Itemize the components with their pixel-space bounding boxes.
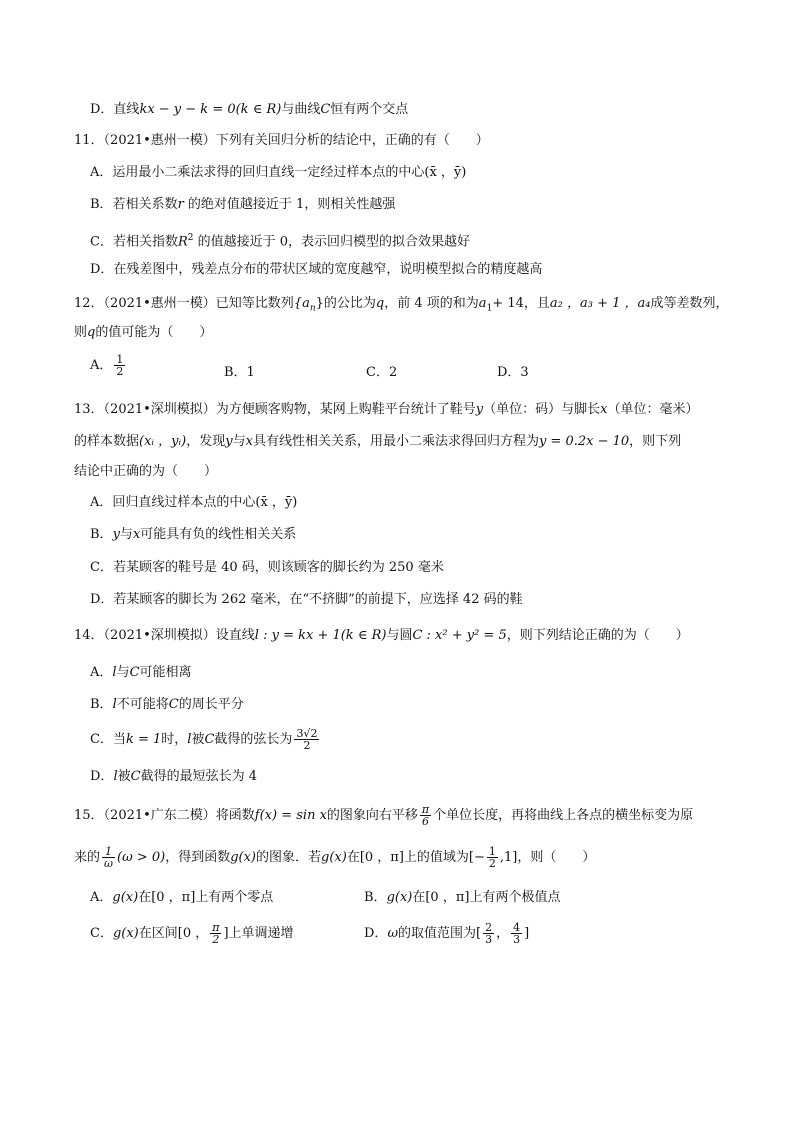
q13-option-a: A．回归直线过样本点的中心(x̄ ，ȳ) — [90, 495, 298, 510]
text: 恒有两个交点 — [330, 102, 409, 117]
math: 1 — [486, 303, 493, 314]
fraction — [420, 804, 431, 827]
text: 与圆 — [386, 628, 413, 643]
text: A． — [90, 890, 113, 905]
math: n — [309, 303, 316, 314]
text: 被 — [191, 732, 205, 747]
text: 具有线性相关关系，用最小二乘法求得回归方程为 — [252, 434, 539, 449]
math: kx − y − k = 0(k ∈ R) — [139, 102, 282, 117]
math: l — [113, 769, 118, 784]
text: 的绝对值越接近于 1，则相关性越强 — [187, 197, 396, 212]
q11-option-d: D．在残差图中，残差点分布的带状区域的宽度越窄，说明模型拟合的精度越高 — [90, 262, 543, 277]
text: A． — [90, 665, 113, 680]
text: B． — [364, 890, 387, 905]
math: {a — [293, 296, 310, 311]
text: 15．（2021•广东二模）将函数 — [74, 808, 255, 823]
q15-option-b — [364, 886, 560, 905]
text: 被 — [117, 769, 131, 784]
text: ，则下列 — [629, 434, 682, 449]
math: l — [187, 732, 192, 747]
numerator: 1 — [488, 845, 496, 858]
q15-option-a — [90, 886, 273, 905]
text: （单位：毫米） — [607, 402, 699, 417]
text: ，且 — [523, 296, 550, 311]
math: l — [112, 697, 117, 712]
denominator: 6 — [422, 815, 430, 828]
text: 14．（2021•深圳模拟）设直线 — [74, 628, 255, 643]
q15-stem-line2 — [74, 842, 595, 874]
numerator: 1 — [116, 353, 124, 366]
text: 成等差数列， — [650, 296, 729, 311]
q15-option-c — [90, 918, 294, 950]
q13-stem-line1 — [74, 401, 699, 419]
q11-stem: 11．（2021•惠州一模）下列有关回归分析的结论中，正确的有（ ） — [74, 133, 489, 148]
math: ω — [387, 926, 399, 941]
denominator: 2 — [488, 857, 496, 870]
q12-stem-line2 — [74, 324, 212, 342]
math: l : y = kx + 1(k ∈ R) — [254, 628, 387, 643]
math: ,1] — [499, 850, 518, 865]
q13-stem-line3: 结论中正确的为（ ） — [74, 464, 218, 479]
text: 与 — [119, 527, 133, 542]
text: 在[0 ，π]上有两个零点 — [138, 890, 274, 905]
math: k = 1 — [125, 732, 162, 747]
math: g(x) — [230, 850, 256, 865]
text: ，则（ ） — [517, 850, 596, 865]
fraction — [294, 728, 319, 751]
math: a — [478, 296, 487, 311]
text: 的周长平分 — [178, 697, 244, 712]
q11-option-a: A．运用最小二乘法求得的回归直线一定经过样本点的中心(x̄ ，ȳ) — [90, 165, 467, 180]
math: C : x² + y² = 5 — [412, 628, 507, 643]
math: C — [204, 732, 215, 747]
q13-option-d: D．若某顾客的脚长为 262 毫米，在“不挤脚”的前提下，应选择 42 码的鞋 — [90, 592, 523, 607]
denominator: 2 — [116, 365, 124, 378]
text: 与 — [232, 434, 246, 449]
text: ，则下列结论正确的为（ ） — [506, 628, 689, 643]
math: g(x) — [112, 890, 139, 905]
q15-stem-line1 — [74, 800, 693, 832]
text: B．若相关系数 — [90, 197, 178, 212]
text: 的取值范围为[ — [398, 926, 482, 941]
text: C．若相关指数 — [90, 234, 178, 250]
math: (ω > 0) — [117, 850, 166, 865]
q14-option-c — [90, 724, 321, 756]
text: D． — [90, 769, 114, 784]
text: 截得的最短弦长为 4 — [140, 769, 257, 784]
math: f(x) = sin x — [254, 808, 327, 823]
text: 来的 — [74, 850, 101, 865]
math: C — [168, 697, 179, 712]
text: 截得的弦长为 — [214, 732, 293, 747]
math: q — [87, 325, 96, 340]
q14-stem — [74, 627, 689, 645]
text: 则 — [74, 325, 88, 340]
text: D． — [364, 926, 388, 941]
text: ] — [524, 926, 530, 941]
q15-option-d — [364, 918, 529, 950]
math: y = 0.2x − 10 — [538, 434, 630, 449]
text: ，发现 — [186, 434, 226, 449]
numerator: 2 — [485, 921, 493, 934]
text: ， — [496, 926, 510, 941]
text: 不可能将 — [116, 697, 169, 712]
numerator: π — [421, 803, 430, 816]
text: 的图象向右平移 — [326, 808, 418, 823]
q11-option-b — [90, 196, 395, 214]
q14-option-b — [90, 696, 244, 714]
text: 在[0 ，π]上的值域为 — [346, 850, 469, 865]
text: 的值可能为（ ） — [95, 325, 213, 340]
math: g(x) — [321, 850, 347, 865]
denominator: 3 — [485, 933, 493, 946]
q13-option-c: C．若某顾客的鞋号是 40 码，则该顾客的脚长约为 250 毫米 — [90, 560, 444, 575]
text: 与曲线 — [281, 102, 321, 117]
denominator: ω — [104, 857, 113, 870]
text: ，得到函数 — [165, 850, 231, 865]
math: 2 — [187, 233, 194, 243]
text: 个单位长度，再将曲线上各点的横坐标变为原 — [433, 808, 694, 823]
q12-option-a — [90, 354, 127, 377]
text: 的公比为 — [323, 296, 376, 311]
math: C — [320, 102, 331, 117]
text: ]上单调递增 — [223, 926, 294, 941]
q12-option-d: D．3 — [497, 365, 529, 380]
math: x — [132, 527, 141, 542]
denominator: 2 — [212, 933, 220, 946]
denominator: 2 — [303, 739, 311, 752]
text: B． — [90, 697, 113, 712]
math: r — [177, 197, 184, 212]
q12-option-b: B．1 — [224, 365, 255, 380]
denominator: 3 — [513, 933, 521, 946]
math: } — [315, 296, 324, 311]
q14-option-a — [90, 664, 192, 682]
fraction — [483, 922, 494, 945]
q10-option-d — [90, 101, 408, 119]
text: 可能具有负的线性相关关系 — [140, 527, 297, 542]
numerator: 1 — [102, 846, 115, 858]
math: y — [112, 527, 120, 542]
text: 在[0 ，π]上有两个极值点 — [412, 890, 561, 905]
text: 12．（2021•惠州一模）已知等比数列 — [74, 296, 294, 311]
math: x — [600, 402, 608, 417]
math: g(x) — [386, 890, 413, 905]
text: 时， — [161, 732, 188, 747]
math: [− — [468, 850, 485, 865]
fraction — [114, 354, 125, 377]
q14-option-d — [90, 768, 257, 786]
text: 可能相离 — [139, 665, 192, 680]
q12-option-c: C．2 — [366, 365, 398, 380]
text: 的样本数据 — [74, 434, 140, 449]
math: x — [245, 434, 253, 449]
math: q — [375, 296, 385, 311]
math: + 14 — [492, 296, 524, 311]
text: B． — [90, 527, 113, 542]
math: y — [475, 402, 484, 417]
text: 的图象．若 — [256, 850, 322, 865]
text: C．当 — [90, 732, 126, 747]
text: C． — [90, 926, 113, 941]
math: C — [129, 665, 140, 680]
math: (xᵢ ，yᵢ) — [139, 434, 187, 449]
text: 的值越接近于 0，表示回归模型的拟合效果越好 — [197, 234, 471, 250]
fraction — [210, 922, 221, 945]
math: g(x) — [112, 926, 139, 941]
text: 13．（2021•深圳模拟）为方便顾客购物，某网上购鞋平台统计了鞋号 — [74, 402, 476, 417]
text: 与 — [116, 665, 130, 680]
math: l — [112, 665, 117, 680]
fraction — [487, 846, 498, 869]
fraction — [102, 846, 115, 869]
text: A． — [90, 358, 113, 373]
math: R — [177, 234, 188, 250]
q13-option-b — [90, 526, 296, 544]
math: a₂ ，a₃ + 1 ，a₄ — [549, 296, 651, 311]
math: C — [130, 769, 141, 784]
text: D．直线 — [90, 102, 140, 117]
math: y — [225, 434, 233, 449]
text: ，前 4 项的和为 — [384, 296, 479, 311]
numerator: 4 — [513, 921, 521, 934]
fraction — [511, 922, 522, 945]
text: （单位：码）与脚长 — [483, 402, 601, 417]
text: 在区间[0 ， — [138, 926, 209, 941]
numerator: 3√2 — [296, 727, 318, 740]
q12-stem-line1 — [74, 295, 729, 318]
numerator: π — [212, 921, 220, 934]
q13-stem-line2 — [74, 433, 681, 451]
q11-option-c — [90, 229, 470, 251]
